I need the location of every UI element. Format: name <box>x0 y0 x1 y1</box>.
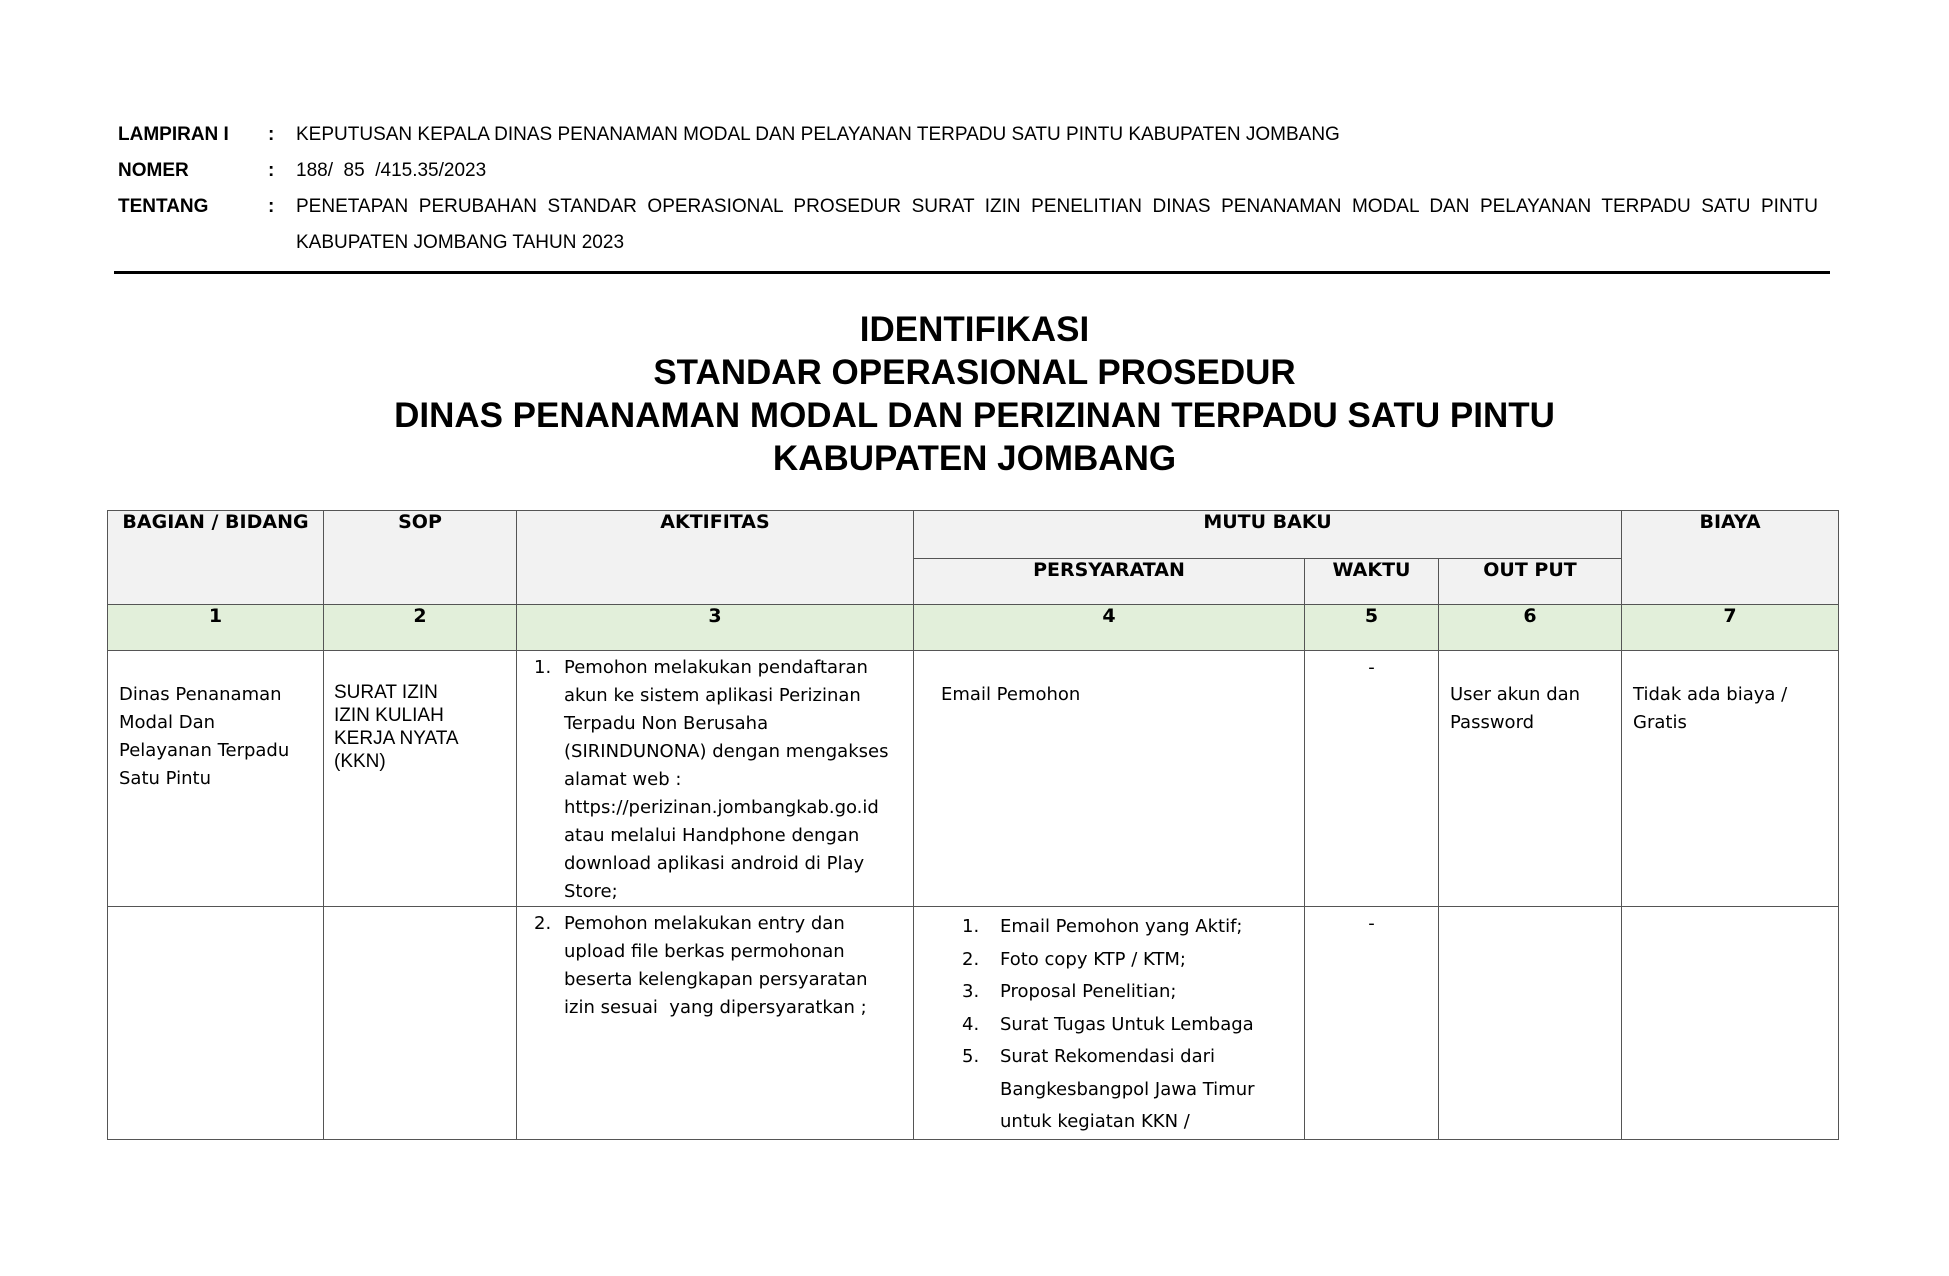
header-aktifitas: AKTIFITAS <box>517 511 914 605</box>
column-number: 6 <box>1439 605 1622 651</box>
column-number: 4 <box>914 605 1305 651</box>
tentang-value: PENETAPAN PERUBAHAN STANDAR OPERASIONAL PROSEDUR SURAT IZIN PENELITIAN DINAS PENANAMAN MODAL DAN PELAYANAN TERPADU SATU PINTU KABUPATEN JOMBANG TAHUN 2023 <box>296 196 1818 253</box>
list-item-text: untuk kegiatan KKN / <box>1000 1111 1190 1132</box>
header-waktu: WAKTU <box>1305 559 1439 605</box>
title-line-1: IDENTIFIKASI <box>859 310 1090 349</box>
output-cell <box>1439 907 1622 1140</box>
column-number-row <box>108 605 1839 651</box>
lampiran-row <box>118 117 1818 153</box>
tentang-row <box>118 189 1818 261</box>
nomer-value: 188/ 85 /415.35/2023 <box>296 160 487 181</box>
list-item <box>962 1009 1296 1042</box>
column-number: 3 <box>517 605 914 651</box>
activity-item <box>517 907 913 1022</box>
persyaratan-text: Email Pemohon <box>941 684 1081 705</box>
activity-line: beserta kelengkapan persyaratan <box>564 969 868 990</box>
tentang-label: TENTANG <box>118 196 209 217</box>
biaya-line: Gratis <box>1633 712 1687 733</box>
list-item <box>962 944 1296 977</box>
activity-line: Pemohon melakukan entry dan <box>564 913 845 934</box>
activity-item <box>517 651 913 906</box>
header-sop: SOP <box>324 511 517 605</box>
list-item-text: Email Pemohon yang Aktif; <box>1000 916 1243 937</box>
header-mutu-baku: MUTU BAKU <box>914 511 1622 559</box>
table-row <box>108 651 1839 907</box>
table-row <box>108 907 1839 1140</box>
column-number: 5 <box>1305 605 1439 651</box>
lampiran-label: LAMPIRAN I <box>118 124 229 145</box>
header-biaya: BIAYA <box>1622 511 1839 605</box>
header-persyaratan: PERSYARATAN <box>914 559 1305 605</box>
list-item <box>962 976 1296 1009</box>
activity-text <box>564 654 888 906</box>
biaya-text <box>1622 651 1838 737</box>
nomer-label: NOMER <box>118 160 189 181</box>
activity-number: 1. <box>534 657 552 678</box>
title-line-3: DINAS PENANAMAN MODAL DAN PERIZINAN TERPADU SATU PINTU <box>394 396 1555 435</box>
bagian-cell <box>108 651 324 907</box>
header-bagian: BAGIAN / BIDANG <box>108 511 324 605</box>
list-item-text: Surat Rekomendasi dari <box>1000 1046 1216 1067</box>
persyaratan-list <box>914 907 1304 1139</box>
biaya-cell <box>1622 907 1839 1140</box>
waktu-cell <box>1305 651 1439 907</box>
list-item-number: 2. <box>962 948 980 970</box>
sop-table <box>107 510 1839 1140</box>
column-number: 2 <box>324 605 517 651</box>
activity-line: akun ke sistem aplikasi Perizinan <box>564 685 861 706</box>
bagian-cell <box>108 907 324 1140</box>
list-item-text: Surat Tugas Untuk Lembaga <box>1000 1013 1254 1035</box>
activity-text <box>564 910 868 1022</box>
activity-line: Pemohon melakukan pendaftaran <box>564 657 868 678</box>
bagian-text: Dinas Penanaman Modal Dan Pelayanan Terpadu Satu Pintu <box>119 684 290 789</box>
sop-line: IZIN KULIAH <box>334 705 444 726</box>
sop-line: KERJA NYATA <box>334 728 459 749</box>
output-line: Password <box>1450 712 1535 733</box>
list-item <box>962 911 1296 944</box>
aktifitas-cell <box>517 651 914 907</box>
activity-line: Terpadu Non Berusaha <box>564 713 769 734</box>
column-number: 1 <box>108 605 324 651</box>
activity-line: https://perizinan.jombangkab.go.id <box>564 797 879 818</box>
list-item-text: Bangkesbangpol Jawa Timur <box>1000 1078 1255 1100</box>
activity-line: (SIRINDUNONA) dengan mengakses <box>564 741 889 762</box>
biaya-line: Tidak ada biaya / <box>1633 684 1788 705</box>
waktu-value: - <box>1368 913 1375 934</box>
biaya-cell <box>1622 651 1839 907</box>
list-item-text: Proposal Penelitian; <box>1000 981 1177 1002</box>
output-cell <box>1439 651 1622 907</box>
sop-line: SURAT IZIN <box>334 682 438 703</box>
title-line-2: STANDAR OPERASIONAL PROSEDUR <box>653 353 1296 392</box>
nomer-row <box>118 153 1818 189</box>
activity-number: 2. <box>534 913 552 934</box>
header-output: OUT PUT <box>1439 559 1622 605</box>
activity-line: Store; <box>564 881 618 902</box>
persyaratan-cell <box>914 907 1305 1140</box>
document-header <box>118 117 1818 261</box>
list-item-number: 1. <box>962 916 980 937</box>
list-item-text: Foto copy KTP / KTM; <box>1000 948 1186 970</box>
list-item-number: 3. <box>962 981 980 1002</box>
aktifitas-cell <box>517 907 914 1140</box>
sop-text <box>324 651 516 773</box>
output-line: User akun dan <box>1450 684 1581 705</box>
nomer-colon: : <box>268 160 275 181</box>
tentang-colon: : <box>268 196 275 217</box>
sop-cell <box>324 651 517 907</box>
output-text <box>1439 651 1621 737</box>
lampiran-value: KEPUTUSAN KEPALA DINAS PENANAMAN MODAL DAN PELAYANAN TERPADU SATU PINTU KABUPATEN JOMBANG <box>296 124 1340 145</box>
header-row-1 <box>108 511 1839 559</box>
title-line-4: KABUPATEN JOMBANG <box>772 439 1177 478</box>
list-item <box>962 1041 1296 1139</box>
sop-cell <box>324 907 517 1140</box>
activity-line: atau melalui Handphone dengan <box>564 825 860 846</box>
activity-line: izin sesuai yang dipersyaratkan ; <box>564 997 867 1018</box>
waktu-value: - <box>1368 657 1375 678</box>
waktu-cell <box>1305 907 1439 1140</box>
persyaratan-cell <box>914 651 1305 907</box>
activity-line: download aplikasi android di Play <box>564 853 865 874</box>
document-title <box>0 308 1949 480</box>
activity-line: upload file berkas permohonan <box>564 941 845 962</box>
lampiran-colon: : <box>268 124 275 145</box>
list-item-number: 4. <box>962 1013 980 1035</box>
column-number: 7 <box>1622 605 1839 651</box>
activity-line: alamat web : <box>564 769 682 790</box>
header-divider <box>114 271 1830 274</box>
sop-line: (KKN) <box>334 751 386 772</box>
list-item-number: 5. <box>962 1046 980 1067</box>
